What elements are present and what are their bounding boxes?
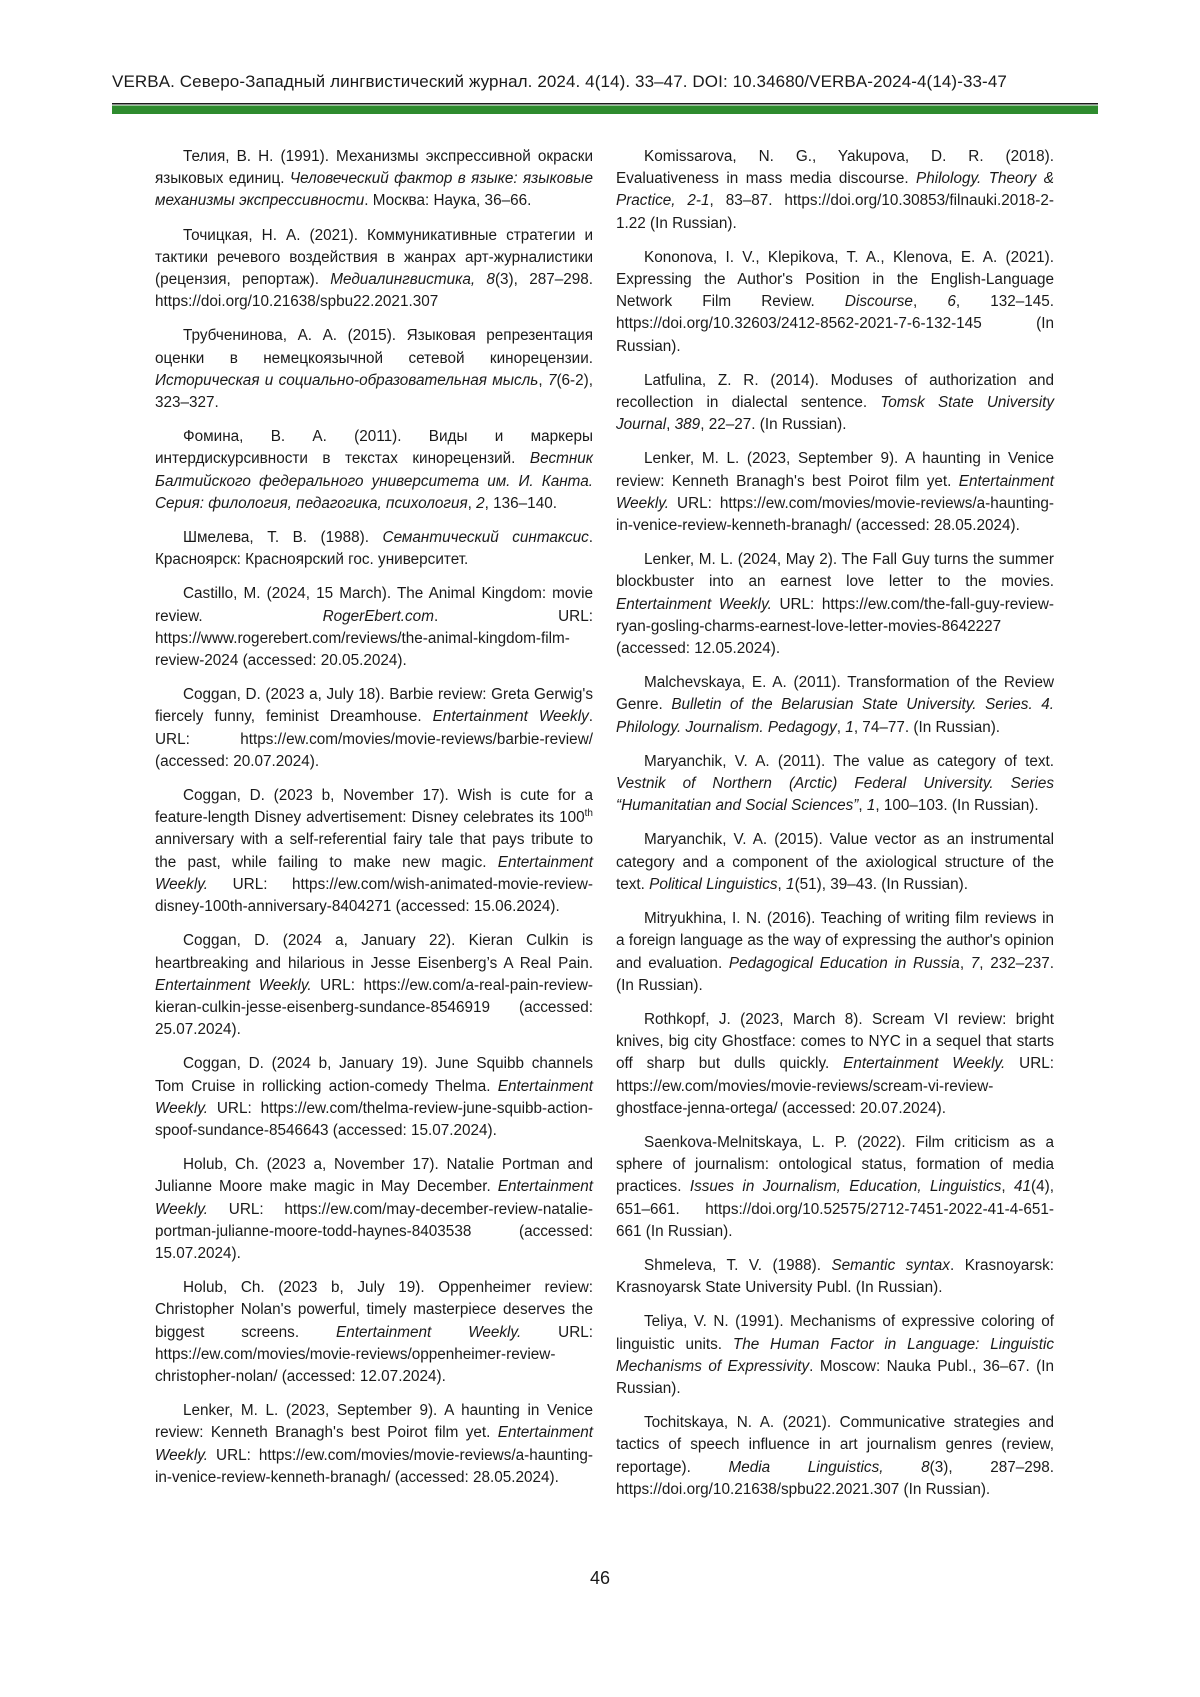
reference-entry <box>155 1400 593 1489</box>
reference-entry <box>155 684 593 773</box>
reference-italic-segment: The Human Factor in Language: Linguistic Mechanisms of Expressivity <box>616 1335 1054 1375</box>
reference-segment: Holub, Ch. (2023 a, November 17). Natalie Portman and Julianne Moore make magic in May December. <box>155 1156 593 1196</box>
reference-segment: URL: https://ew.com/the-fall-guy-review-ryan-gosling-charms-earnest-love-letter-movies-8642227 (accessed: 12.05.2024). <box>616 595 1055 658</box>
reference-segment: , <box>1001 1178 1015 1196</box>
reference-segment: . URL: https://www.rogerebert.com/reviews/the-animal-kingdom-film-review-2024 (accessed: 20.05.2024). <box>155 607 593 670</box>
reference-italic-segment: Entertainment Weekly. <box>155 1424 593 1464</box>
reference-segment: anniversary with a self-referential fairy tale that pays tribute to the past, while failing to make new magic. <box>155 831 593 871</box>
reference-segment: URL: https://ew.com/movies/movie-reviews/a-haunting-in-venice-review-kenneth-branagh/ (accessed: 28.05.2024). <box>155 1446 593 1486</box>
reference-segment: URL: https://ew.com/movies/movie-reviews/oppenheimer-review-christopher-nolan/ (accessed: 12.07.2024). <box>155 1323 593 1385</box>
reference-italic-segment: Человеческий фактор в языке: языковые механизмы экспрессивности <box>155 170 594 210</box>
reference-segment: Tochitskaya, N. A. (2021). Communicative strategies and tactics of speech influence in art journalism genres (review, reportage). <box>616 1414 1054 1476</box>
reference-segment: Телия, В. Н. (1991). Механизмы экспрессивной окраски языковых единиц. <box>155 148 593 188</box>
reference-italic-segment: Semantic syntax <box>831 1256 950 1274</box>
reference-segment: , <box>858 797 867 815</box>
reference-entry <box>155 527 593 571</box>
reference-entry <box>155 426 593 515</box>
reference-entry <box>155 325 593 414</box>
reference-segment: URL: https://ew.com/movies/movie-reviews/scream-vi-review-ghostface-jenna-ortega/ (accessed: 20.07.2024). <box>616 1055 1055 1117</box>
reference-segment: URL: https://ew.com/may-december-review-natalie-portman-julianne-moore-todd-haynes-8403538 (accessed: 15.07.2024). <box>155 1200 593 1262</box>
reference-segment: Komissarova, N. G., Yakupova, D. R. (2018). Evaluativeness in mass media discourse. <box>616 148 1054 188</box>
reference-segment: . Красноярск: Красноярский гос. университет. <box>155 529 593 569</box>
reference-italic-segment: Entertainment Weekly <box>432 708 589 726</box>
reference-entry <box>616 829 1054 896</box>
reference-entry <box>616 1311 1054 1400</box>
reference-segment: , <box>959 954 971 972</box>
header-rule-thick <box>112 106 1098 115</box>
reference-italic-segment: 1 <box>845 718 854 736</box>
reference-italic-segment: Pedagogical Education in Russia <box>728 954 960 972</box>
reference-entry <box>155 930 593 1041</box>
header-rule <box>112 103 1098 114</box>
reference-italic-segment: Entertainment Weekly. <box>843 1055 1006 1073</box>
reference-entry <box>616 1132 1054 1243</box>
reference-entry <box>616 1009 1054 1120</box>
reference-italic-segment: 2 <box>476 494 485 512</box>
reference-italic-segment: Political Linguistics <box>649 875 778 893</box>
reference-entry <box>155 1053 593 1142</box>
reference-segment: URL: https://ew.com/movies/movie-reviews/a-haunting-in-venice-review-kenneth-branagh/ (accessed: 28.05.2024). <box>616 494 1054 535</box>
running-header: VERBA. Северо-Западный лингвистический журнал. 2024. 4(14). 33–47. DOI: 10.34680/VERBA-2024-4(14)-33-47 <box>112 72 1007 91</box>
reference-segment: , 74–77. (In Russian). <box>853 718 1001 736</box>
reference-segment: . URL: https://ew.com/movies/movie-reviews/barbie-review/ (accessed: 20.07.2024). <box>155 708 593 770</box>
reference-italic-segment: Discourse <box>844 293 913 311</box>
reference-italic-segment: Entertainment Weekly. <box>155 1077 593 1117</box>
reference-segment: Latfulina, Z. R. (2014). Moduses of authorization and recollection in dialectal sentence. <box>616 371 1054 412</box>
reference-entry <box>616 908 1054 997</box>
reference-italic-segment: Entertainment Weekly. <box>155 976 312 994</box>
reference-segment: (3), 287–298. https://doi.org/10.21638/spbu22.2021.307 <box>155 271 593 311</box>
reference-segment: . Moscow: Nauka Publ., 36–67. (In Russian). <box>616 1357 1055 1397</box>
reference-segment: , <box>538 371 548 389</box>
reference-italic-segment: Entertainment Weekly. <box>336 1323 522 1341</box>
reference-segment: , 232–237. (In Russian). <box>616 954 1054 994</box>
reference-entry <box>155 583 593 672</box>
reference-italic-segment: Issues in Journalism, Education, Linguistics <box>689 1178 1002 1196</box>
reference-segment: (3), 287–298. https://doi.org/10.21638/spbu22.2021.307 (In Russian). <box>616 1458 1055 1498</box>
reference-entry <box>616 549 1054 660</box>
reference-segment: Teliya, V. N. (1991). Mechanisms of expressive coloring of linguistic units. <box>616 1313 1054 1353</box>
reference-segment: Mitryukhina, I. N. (2016). Teaching of writing film reviews in a foreign language as the way of expressing the author's opinion and evaluation. <box>616 910 1054 972</box>
reference-segment: , 132–145. https://doi.org/10.32603/2412-8562-2021-7-6-132-145 (In Russian). <box>616 293 1055 355</box>
reference-italic-segment: Entertainment Weekly. <box>616 595 772 613</box>
reference-segment: Фомина, В. А. (2011). Виды и маркеры интердискурсивности в текстах кинорецензий. <box>155 428 593 468</box>
reference-italic-segment: 1 <box>866 797 876 815</box>
page-number: 46 <box>589 1568 611 1588</box>
reference-entry <box>616 1255 1054 1299</box>
reference-segment: Coggan, D. (2023 b, November 17). Wish is cute for a feature-length Disney advertisement: Disney celebrates its 100 <box>155 787 593 827</box>
reference-superscript: th <box>584 808 593 820</box>
reference-entry <box>155 225 593 314</box>
reference-segment: URL: https://ew.com/a-real-pain-review-kieran-culkin-jesse-eisenberg-sundance-8546919 (accessed: 25.07.2024). <box>155 976 594 1039</box>
reference-segment: Holub, Ch. (2023 b, July 19). Oppenheimer review: Christopher Nolan's powerful, timely masterpiece deserves the biggest screens. <box>155 1279 593 1341</box>
reference-segment: Rothkopf, J. (2023, March 8). Scream VI review: bright knives, big city Ghostface: comes to NYC in a sequel that starts off sharp but dulls quickly. <box>616 1010 1054 1073</box>
reference-segment: , <box>666 416 675 434</box>
reference-segment: (6-2), 323–327. <box>155 371 593 412</box>
header-rule-thin <box>112 103 1098 105</box>
reference-entry <box>616 448 1054 537</box>
reference-entry <box>616 672 1054 739</box>
reference-entry <box>616 146 1054 235</box>
reference-entry <box>155 1277 593 1388</box>
reference-italic-segment: Entertainment Weekly. <box>155 853 593 893</box>
reference-segment: , 100–103. (In Russian). <box>875 797 1039 815</box>
reference-italic-segment: Семантический синтаксис <box>382 529 589 547</box>
reference-segment: (51), 39–43. (In Russian). <box>794 875 969 893</box>
reference-entry <box>155 785 593 918</box>
reference-segment: , 83–87. https://doi.org/10.30853/filnauki.2018-2-1.22 (In Russian). <box>616 192 1054 232</box>
reference-segment: , <box>467 494 477 512</box>
reference-segment: Точицкая, Н. А. (2021). Коммуникативные стратегии и тактики речевого воздействия в жанрах арт-журналистики (рецензия, репортаж). <box>155 226 593 289</box>
reference-italic-segment: 7 <box>970 954 980 972</box>
reference-segment: URL: https://ew.com/wish-animated-movie-review-disney-100th-anniversary-8404271 (accessed: 15.06.2024). <box>155 875 593 916</box>
reference-segment: , 22–27. (In Russian). <box>700 416 847 434</box>
reference-segment: Shmeleva, T. V. (1988). <box>644 1256 832 1274</box>
reference-entry <box>616 1412 1054 1501</box>
reference-segment: (4), 651–661. https://doi.org/10.52575/2712-7451-2022-41-4-651-661 (In Russian). <box>616 1178 1054 1240</box>
reference-italic-segment: Vestnik of Northern (Arctic) Federal University. Series “Humanitatian and Social Sciences” <box>616 775 1054 815</box>
reference-segment: Maryanchik, V. A. (2011). The value as category of text. <box>644 752 1054 770</box>
reference-italic-segment: 6 <box>947 293 956 311</box>
reference-italic-segment: Bulletin of the Belarusian State University. Series. 4. Philology. Journalism. Pedagogy <box>616 696 1055 736</box>
reference-italic-segment: Entertainment Weekly. <box>155 1178 593 1218</box>
reference-italic-segment: Entertainment Weekly. <box>616 472 1054 512</box>
reference-entry <box>155 1154 593 1265</box>
reference-italic-segment: 389 <box>674 416 701 434</box>
reference-italic-segment: Вестник Балтийского федерального университета им. И. Канта. Серия: филология, педагогика, психология <box>155 450 593 512</box>
reference-segment: Трубченинова, А. А. (2015). Языковая репрезентация оценки в немецкоязычной сетевой кинорецензии. <box>155 327 593 367</box>
reference-italic-segment: Tomsk State University Journal <box>616 394 1054 434</box>
reference-segment: Шмелева, Т. В. (1988). <box>183 529 383 547</box>
reference-segment: , <box>777 875 787 893</box>
reference-segment: Lenker, M. L. (2023, September 9). A haunting in Venice review: Kenneth Branagh's best Poirot film yet. <box>616 450 1054 490</box>
reference-italic-segment: 1 <box>786 875 795 893</box>
reference-segment: Castillo, M. (2024, 15 March). The Animal Kingdom: movie review. <box>155 585 593 625</box>
reference-segment: URL: https://ew.com/thelma-review-june-squibb-action-spoof-sundance-8546643 (accessed: 15.07.2024). <box>155 1099 593 1139</box>
reference-italic-segment: 41 <box>1014 1178 1032 1196</box>
references-right-column <box>616 146 1054 1513</box>
reference-segment: Coggan, D. (2024 a, January 22). Kieran Culkin is heartbreaking and hilarious in Jesse Eisenberg’s A Real Pain. <box>155 932 593 972</box>
reference-segment: Kononova, I. V., Klepikova, T. A., Klenova, E. A. (2021). Expressing the Author's Position in the English-Language Network Film Review. <box>616 248 1054 311</box>
reference-segment: , <box>912 293 948 311</box>
reference-segment: Lenker, M. L. (2024, May 2). The Fall Guy turns the summer blockbuster into an earnest love letter to the movies. <box>616 551 1054 591</box>
reference-entry <box>616 370 1054 437</box>
reference-italic-segment: RogerEbert.com <box>322 607 434 625</box>
reference-segment: Lenker, M. L. (2023, September 9). A haunting in Venice review: Kenneth Branagh's best Poirot film yet. <box>155 1402 593 1442</box>
references-left-column <box>155 146 593 1501</box>
reference-segment: , 136–140. <box>484 494 557 512</box>
reference-segment: Coggan, D. (2024 b, January 19). June Squibb channels Tom Cruise in rollicking action-comedy Thelma. <box>155 1055 593 1095</box>
reference-italic-segment: Media Linguistics, 8 <box>728 1458 930 1476</box>
reference-italic-segment: Медиалингвистика, 8 <box>330 271 495 289</box>
reference-segment: Coggan, D. (2023 a, July 18). Barbie review: Greta Gerwig's fiercely funny, feminist Dreamhouse. <box>155 686 593 726</box>
reference-entry <box>155 146 593 213</box>
reference-segment: . Москва: Наука, 36–66. <box>364 192 532 210</box>
reference-italic-segment: Philology. Theory & Practice, 2-1 <box>616 170 1054 210</box>
reference-italic-segment: 7 <box>547 371 557 389</box>
reference-italic-segment: Историческая и социально-образовательная мысль <box>155 371 539 389</box>
reference-segment: , <box>836 718 846 736</box>
reference-segment: Saenkova-Melnitskaya, L. P. (2022). Film criticism as a sphere of journalism: ontological status, formation of media practices. <box>616 1133 1054 1196</box>
reference-segment: Malchevskaya, E. A. (2011). Transformation of the Review Genre. <box>616 674 1054 714</box>
reference-entry <box>616 751 1054 818</box>
reference-entry <box>616 247 1054 358</box>
reference-segment: . Krasnoyarsk: Krasnoyarsk State University Publ. (In Russian). <box>616 1256 1054 1297</box>
reference-segment: Maryanchik, V. A. (2015). Value vector as an instrumental category and a component of the axiological structure of the text. <box>616 831 1054 893</box>
